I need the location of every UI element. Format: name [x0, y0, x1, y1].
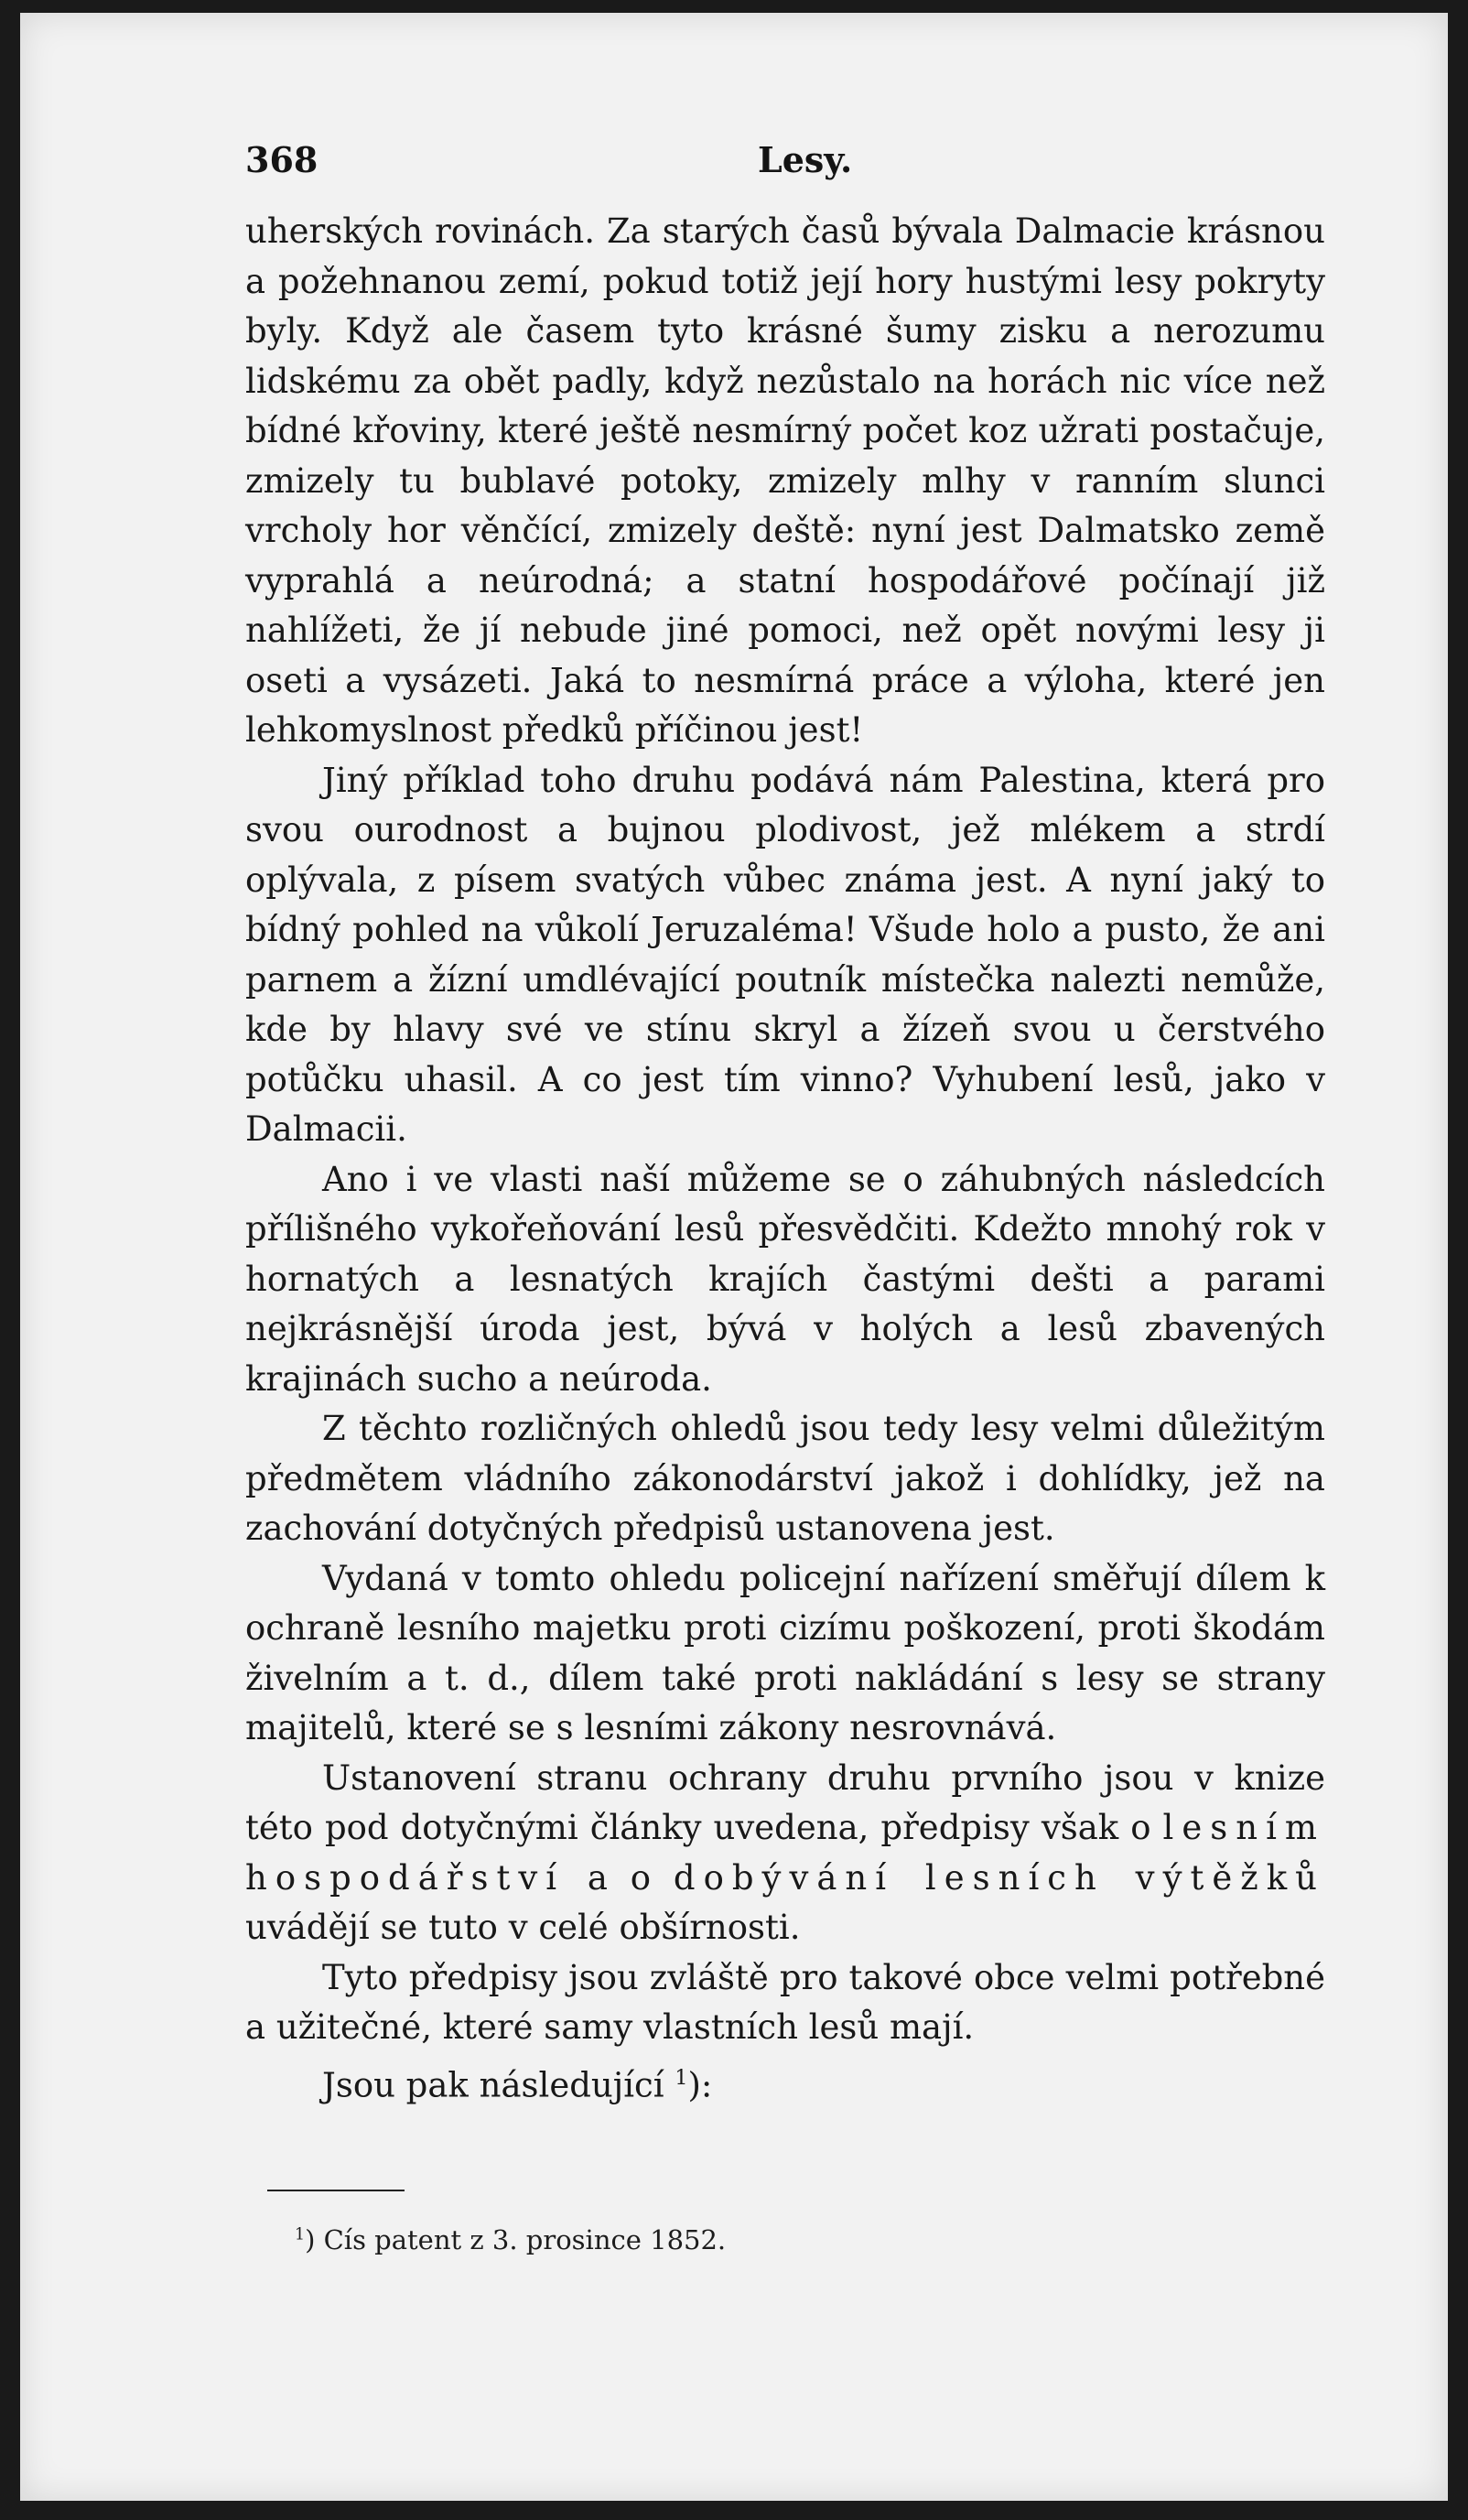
- book-page: [20, 13, 1448, 2501]
- paragraph-8: [245, 2053, 1325, 2111]
- paragraph-8-text-after: ):: [687, 2064, 713, 2104]
- paragraph-4: Z těchto rozličných ohledů jsou tedy lesy velmi důležitým předmětem vládního zákonodárství jakož i dohlídky, jež na zachování dotyčných předpisů ustanovena jest.: [245, 1409, 1325, 1548]
- paragraph-8-text-before: Jsou pak následující: [322, 2064, 675, 2104]
- paragraph-5: Vydaná v tomto ohledu policejní nařízení směřují dílem k ochraně lesního majetku proti cizímu poškození, proti škodám živelním a t. d., dílem také proti nakládání s lesy se strany majitelů, které se s lesními zákony nesrovnává.: [245, 1558, 1325, 1747]
- paragraph-7: Tyto předpisy jsou zvláště pro takové obce velmi potřebné a užitečné, které samy vlastních lesů mají.: [245, 1957, 1325, 2047]
- paragraph-6-text-after: uvádějí se tuto v celé obšírnosti.: [245, 1908, 801, 1947]
- body-text: [245, 207, 1325, 2110]
- paragraph-6-text-before: Ustanovení stranu ochrany druhu prvního jsou v knize této pod dotyčnými články uvedena, předpisy však o: [245, 1758, 1325, 1847]
- paragraph-6-text-middle: a o: [565, 1857, 674, 1898]
- footnote-text: ) Cís patent z 3. prosince 1852.: [305, 2224, 727, 2255]
- paragraph-6: [245, 1754, 1325, 1953]
- footnote-reference: 1: [675, 2065, 688, 2090]
- running-title: Lesy.: [758, 139, 853, 180]
- spaced-term-forestry: lesním hospodářství: [245, 1808, 1325, 1898]
- paragraph-3: Ano i ve vlasti naší můžeme se o záhubných následcích přílišného vykořeňování lesů přesvědčiti. Kdežto mnohý rok v hornatých a lesnatých krajích častými dešti a parami nejkrásnější úroda jest, bývá v holých a lesů zbavených krajinách sucho a neúroda.: [245, 1159, 1325, 1399]
- footnote: [295, 2224, 726, 2255]
- page-number: 368: [245, 139, 318, 180]
- page-header: [245, 139, 1325, 194]
- paragraph-1: uherských rovinách. Za starých časů bývala Dalmacie krásnou a požehnanou zemí, pokud totiž její hory hustými lesy pokryty byly. Když ale časem tyto krásné šumy zisku a nerozumu lidskému za obět padly, když nezůstalo na horách nic více než bídné křoviny, které ještě nesmírný počet koz užrati postačuje, zmizely tu bublavé potoky, zmizely mlhy v ranním slunci vrcholy hor věnčící, zmizely deště: nyní jest Dalmatsko země vyprahlá a neúrodná; a statní hospodářové počínají již nahlížeti, že jí nebude jiné pomoci, než opět novými lesy ji oseti a vysázeti. Jaká to nesmírná práce a výloha, které jen lehkomyslnost předků příčinou jest!: [245, 211, 1325, 750]
- spaced-term-harvesting: dobývání lesních výtěžků: [673, 1857, 1325, 1898]
- paragraph-2: Jiný příklad toho druhu podává nám Palestina, která pro svou ourodnost a bujnou plodivost, jež mlékem a strdí oplývala, z písem svatých vůbec známa jest. A nyní jaký to bídný pohled na vůkolí Jeruzaléma! Všude holo a pusto, že ani parnem a žízní umdlévající poutník místečka nalezti nemůže, kde by hlavy své ve stínu skryl a žízeň svou u čerstvého potůčku uhasil. A co jest tím vinno? Vyhubení lesů, jako v Dalmacii.: [245, 760, 1325, 1149]
- footnote-divider: [267, 2190, 405, 2191]
- footnote-marker: 1: [295, 2225, 306, 2244]
